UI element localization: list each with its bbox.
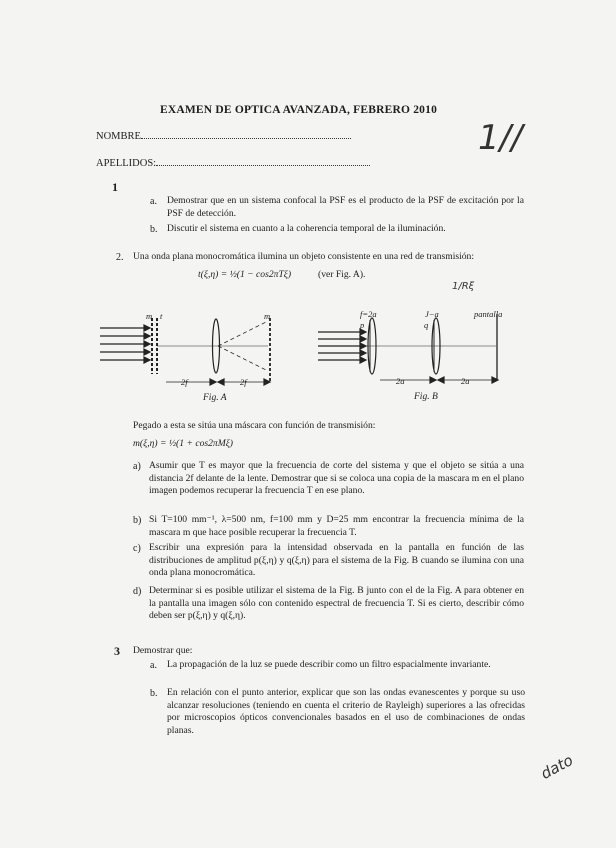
q2c-letter: c) (133, 543, 141, 554)
apellidos-field (96, 156, 370, 169)
figb-dist1: 2a (396, 376, 405, 386)
apellidos-label: APELLIDOS: (96, 158, 157, 169)
q3a-letter: a. (150, 660, 157, 671)
nombre-label: NOMBRE (96, 131, 141, 142)
figb-caption: Fig. B (414, 392, 438, 402)
q2-m-function: m(ξ,η) = ½(1 + cos2πMξ) (133, 438, 233, 449)
q3-intro: Demostrar que: (133, 645, 193, 656)
margin-hand-note: dato (537, 751, 577, 783)
figa-label-t: t (160, 311, 163, 321)
q2-fig-ref: (ver Fig. A). (318, 269, 366, 280)
q2a-text: Asumir que T es mayor que la frecuencia de corte del sistema y que el objeto se sitúa a una distancia 2f delante de la lente. Demostrar que si se coloca una copia de la mascara m en el plano imagen podemos recuperar la frecuencia T en ese plano. (149, 460, 524, 497)
figa-label-m1: m (146, 311, 153, 321)
exam-title: EXAMEN DE OPTICA AVANZADA, FEBRERO 2010 (160, 104, 438, 116)
q1a-text: Demostrar que en un sistema confocal la PSF es el producto de la PSF de excitación por la PSF de detección. (167, 195, 524, 219)
figb-label-p: p (360, 320, 365, 330)
q2b-text: Si T=100 mm⁻¹, λ=500 nm, f=100 mm y D=25 mm encontrar la frecuencia mínima de la mascara m que hace posible recuperar la frecuencia T. (149, 514, 524, 538)
q2c-text: Escribir una expresión para la intensidad observada en la pantalla en función de las distribuciones de amplitud p(ξ,η) y q(ξ,η) para el sistema de la Fig. B cuando se ilumina con una onda plana monocromática. (149, 542, 524, 579)
figa-label-m2: m (264, 311, 271, 321)
q2b-letter: b) (133, 515, 142, 526)
q2-t-function: t(ξ,η) = ½(1 − cos2πTξ) (198, 269, 292, 280)
figb-hand-note: 1/Rξ (452, 281, 475, 292)
q3-marker: 3 (114, 644, 120, 658)
figb-label-f2a: f=2a (360, 309, 377, 319)
q2d-letter: d) (133, 586, 142, 597)
figb-label-q: q (424, 320, 429, 330)
q3b-letter: b. (150, 688, 158, 699)
q3a-text: La propagación de la luz se puede describir como un filtro espacialmente invariante. (167, 659, 491, 670)
figb-label-ja: J−a (425, 309, 439, 319)
q2a-letter: a) (133, 461, 141, 472)
fig-a (100, 318, 270, 385)
q1b-text: Discutir el sistema en cuanto a la coherencia temporal de la iluminación. (167, 223, 446, 234)
figa-dist1: 2f (181, 377, 188, 387)
fig-b (318, 314, 498, 383)
figb-dist2: 2a (461, 376, 470, 386)
handwritten-grade: 1// (478, 118, 523, 158)
nombre-field (96, 129, 351, 142)
figa-caption: Fig. A (203, 393, 227, 403)
q1-marker: 1 (112, 180, 118, 194)
q3b-text: En relación con el punto anterior, explicar que son las ondas evanescentes y porque su uso alcanzar resoluciones (teniendo en cuenta el criterio de Rayleigh) superiores a las ofrecidas por microscopios ópticos convencionales basados en el uso de combinaciones de ondas planas. (167, 687, 525, 736)
q1b-letter: b. (150, 224, 158, 235)
q2-intro: Una onda plana monocromática ilumina un objeto consistente en una red de transmisión: (133, 251, 475, 262)
figa-dist2: 2f (240, 377, 247, 387)
q2-mask-intro: Pegado a esta se sitúa una máscara con función de transmisión: (133, 420, 376, 431)
q2d-text: Determinar si es posible utilizar el sistema de la Fig. B junto con el de la Fig. A para obtener en la pantalla una imagen sólo con contenido espectral de frecuencia T. Si es cierto, describir cómo deben ser p(ξ,η) y q(ξ,η). (149, 585, 524, 622)
figb-label-pantalla: pantalla (474, 309, 503, 319)
q2-number: 2. (116, 252, 124, 263)
q1a-letter: a. (150, 196, 157, 207)
